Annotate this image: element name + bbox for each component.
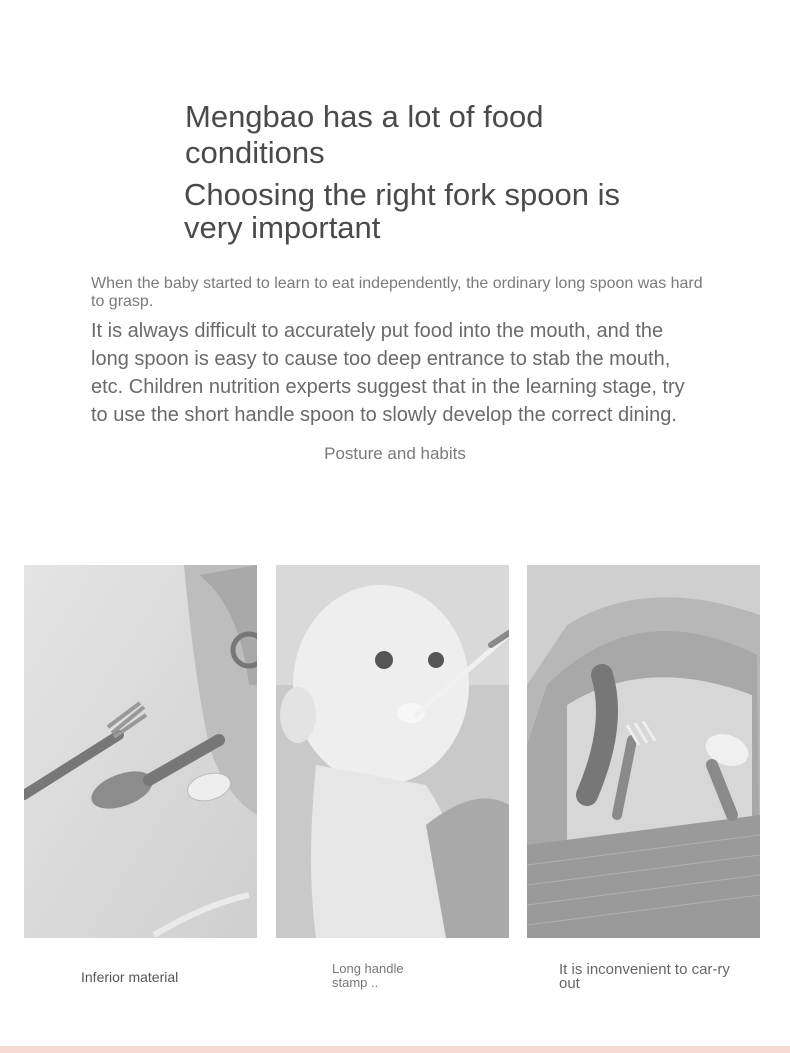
photo-baby-eating bbox=[276, 565, 509, 938]
intro-large-text: It is always difficult to accurately put food into the mouth, and the long spoon is easy to cause too deep entrance to stab the mouth, etc. Children nutrition experts suggest that in the learning stage, try to use the short handle spoon to slowly develop the correct dining. bbox=[91, 320, 685, 426]
photo-fork-spoon-illustration bbox=[24, 565, 257, 938]
photo-baby-illustration bbox=[276, 565, 509, 938]
caption-long-handle: Long handle stamp .. bbox=[332, 961, 404, 990]
photo-fork-spoon-bag bbox=[24, 565, 257, 938]
caption-inconvenient: It is inconvenient to car-ry out bbox=[559, 961, 730, 992]
photo-utensils-in-bag bbox=[527, 565, 760, 938]
headline-line-1: Mengbao has a lot of food conditions bbox=[185, 99, 544, 170]
intro-small-text: When the baby started to learn to eat independently, the ordinary long spoon was hard to grasp. bbox=[91, 275, 703, 310]
bottom-band bbox=[0, 1046, 790, 1053]
photo-bag-illustration bbox=[527, 565, 760, 938]
caption-inferior-material: Inferior material bbox=[81, 969, 179, 985]
posture-subtitle: Posture and habits bbox=[324, 444, 466, 463]
headline-line-2: Choosing the right fork spoon is very important bbox=[184, 177, 620, 245]
